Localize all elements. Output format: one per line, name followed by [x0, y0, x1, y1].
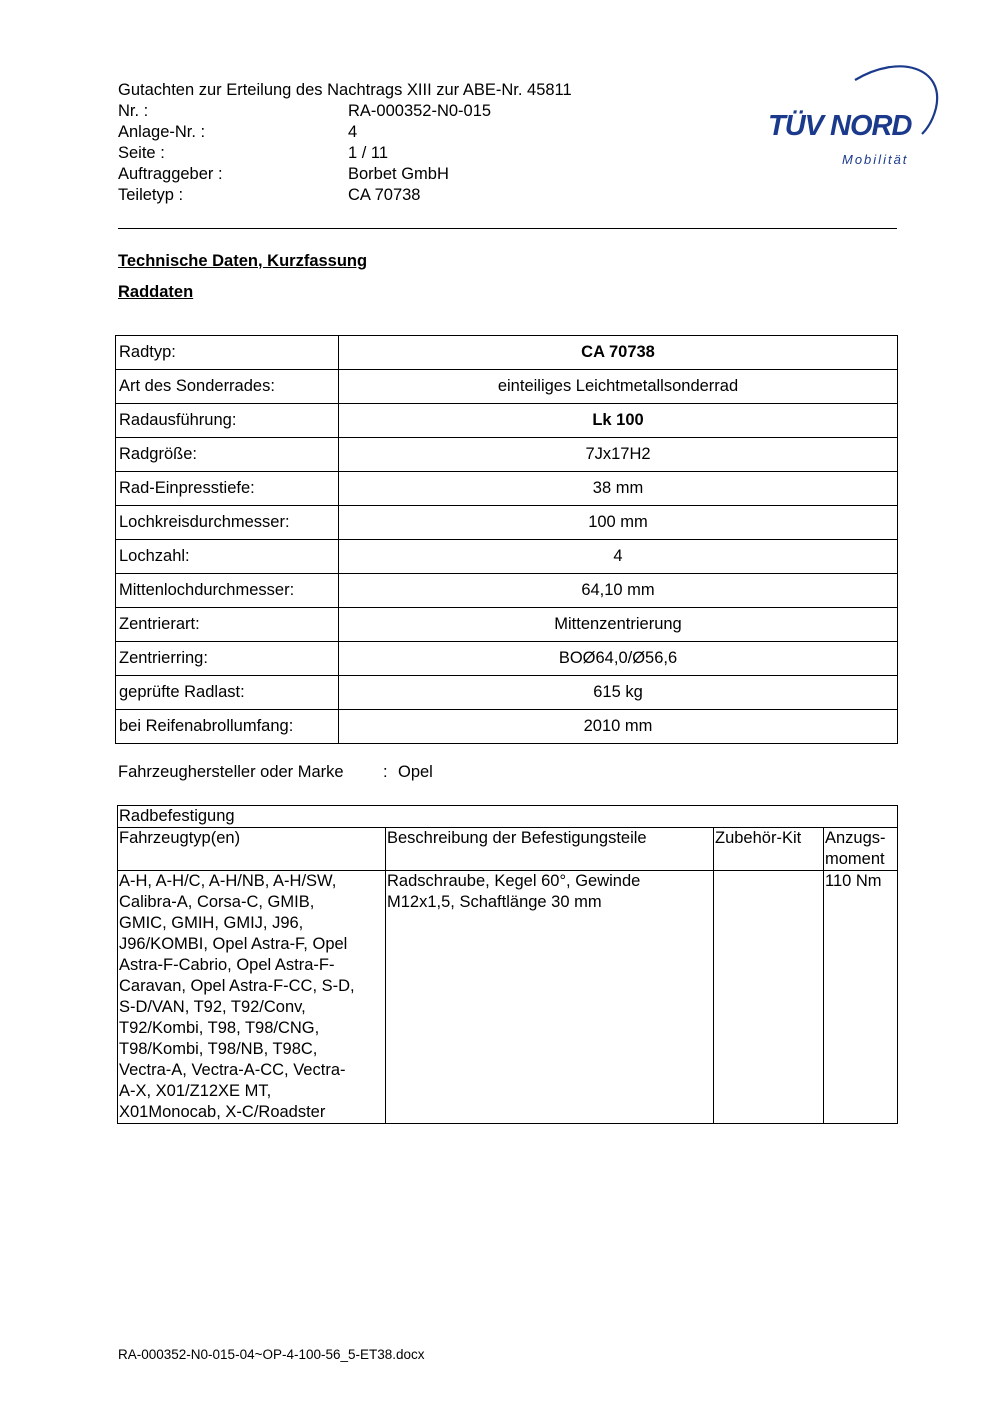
table-row: [116, 642, 898, 676]
vehicle-line: Vectra-A, Vectra-A-CC, Vectra-: [119, 1061, 346, 1079]
header-value: Borbet GmbH: [348, 165, 449, 183]
row-value: 38 mm: [339, 472, 898, 506]
section-title-wheel: Raddaten: [118, 283, 194, 301]
table-row: [116, 438, 898, 472]
row-label: geprüfte Radlast:: [116, 676, 339, 710]
header-value: 1 / 11: [348, 144, 389, 162]
row-label: Rad-Einpresstiefe:: [116, 472, 339, 506]
manufacturer-label: Fahrzeughersteller oder Marke: [118, 763, 344, 781]
manufacturer-value: Opel: [398, 763, 433, 781]
column-header-description: Beschreibung der Befestigungsteile: [386, 828, 714, 871]
row-label: Mittenlochdurchmesser:: [116, 574, 339, 608]
table-row: [116, 336, 898, 370]
mounting-table: [117, 805, 898, 1124]
row-value: Mittenzentrierung: [339, 608, 898, 642]
row-label: Radausführung:: [116, 404, 339, 438]
header-value: 4: [348, 123, 358, 141]
row-value: 100 mm: [339, 506, 898, 540]
table-row: [116, 608, 898, 642]
vehicle-line: A-X, X01/Z12XE MT,: [119, 1082, 272, 1100]
header-label: Auftraggeber :: [118, 165, 223, 183]
table-row: [118, 871, 898, 1124]
row-value: CA 70738: [339, 336, 898, 370]
table-row: [116, 710, 898, 744]
mounting-title: Radbefestigung: [118, 806, 898, 828]
header-divider: [118, 228, 897, 229]
header-value: CA 70738: [348, 186, 421, 204]
torque-header-line: Anzugs-: [825, 829, 886, 847]
table-row: [116, 506, 898, 540]
logo-subtitle: Mobilität: [842, 152, 909, 167]
row-label: Art des Sonderrades:: [116, 370, 339, 404]
header-label: Teiletyp :: [118, 186, 184, 204]
vehicle-line: Caravan, Opel Astra-F-CC, S-D,: [119, 977, 355, 995]
vehicle-line: X01Monocab, X-C/Roadster: [119, 1103, 326, 1121]
vehicle-line: T98/Kombi, T98/NB, T98C,: [119, 1040, 318, 1058]
vehicle-line: GMIC, GMIH, GMIJ, J96,: [119, 914, 304, 932]
header-label: Seite :: [118, 144, 165, 162]
vehicle-line: J96/KOMBI, Opel Astra-F, Opel: [119, 935, 348, 953]
row-label: Lochzahl:: [116, 540, 339, 574]
row-label: Lochkreisdurchmesser:: [116, 506, 339, 540]
manufacturer-separator: :: [383, 763, 388, 781]
manufacturer-line: [118, 763, 433, 782]
row-value: Lk 100: [339, 404, 898, 438]
table-row: [116, 540, 898, 574]
row-value: 64,10 mm: [339, 574, 898, 608]
wheel-data-table: [115, 335, 898, 744]
tuev-nord-logo: [760, 58, 940, 173]
vehicle-line: Calibra-A, Corsa-C, GMIB,: [119, 893, 315, 911]
row-value: 615 kg: [339, 676, 898, 710]
table-row: [116, 472, 898, 506]
row-value: 2010 mm: [339, 710, 898, 744]
header-label: Nr. :: [118, 102, 149, 120]
description-line: M12x1,5, Schaftlänge 30 mm: [387, 893, 602, 911]
row-value: BOØ64,0/Ø56,6: [339, 642, 898, 676]
table-row: [116, 574, 898, 608]
section-title-tech: Technische Daten, Kurzfassung: [118, 252, 368, 270]
mounting-title-row: [118, 806, 898, 828]
column-header-kit: Zubehör-Kit: [714, 828, 824, 871]
torque-header-line: moment: [825, 850, 885, 868]
row-label: Radgröße:: [116, 438, 339, 472]
row-label: Zentrierring:: [116, 642, 339, 676]
row-value: 7Jx17H2: [339, 438, 898, 472]
row-value: einteiliges Leichtmetallsonderrad: [339, 370, 898, 404]
vehicle-line: A-H, A-H/C, A-H/NB, A-H/SW,: [119, 872, 337, 890]
table-row: [116, 676, 898, 710]
row-label: Radtyp:: [116, 336, 339, 370]
vehicle-types-cell: [118, 871, 386, 1124]
vehicle-line: S-D/VAN, T92, T92/Conv,: [119, 998, 306, 1016]
kit-cell: [714, 871, 824, 1124]
logo-wordmark: TÜV NORD: [768, 110, 912, 142]
header-label: Anlage-Nr. :: [118, 123, 206, 141]
column-header-torque: [824, 828, 898, 871]
mounting-header-row: [118, 828, 898, 871]
report-title: Gutachten zur Erteilung des Nachtrags XIII zur ABE-Nr. 45811: [118, 81, 572, 99]
document-filename: RA-000352-N0-015-04~OP-4-100-56_5-ET38.docx: [118, 1347, 425, 1362]
description-cell: [386, 871, 714, 1124]
table-row: [116, 370, 898, 404]
row-value: 4: [339, 540, 898, 574]
row-label: bei Reifenabrollumfang:: [116, 710, 339, 744]
description-line: Radschraube, Kegel 60°, Gewinde: [387, 872, 641, 890]
header-value: RA-000352-N0-015: [348, 102, 492, 120]
torque-cell: 110 Nm: [824, 871, 898, 1124]
table-row: [116, 404, 898, 438]
column-header-vehicle: Fahrzeugtyp(en): [118, 828, 386, 871]
vehicle-line: Astra-F-Cabrio, Opel Astra-F-: [119, 956, 335, 974]
vehicle-line: T92/Kombi, T98, T98/CNG,: [119, 1019, 320, 1037]
row-label: Zentrierart:: [116, 608, 339, 642]
